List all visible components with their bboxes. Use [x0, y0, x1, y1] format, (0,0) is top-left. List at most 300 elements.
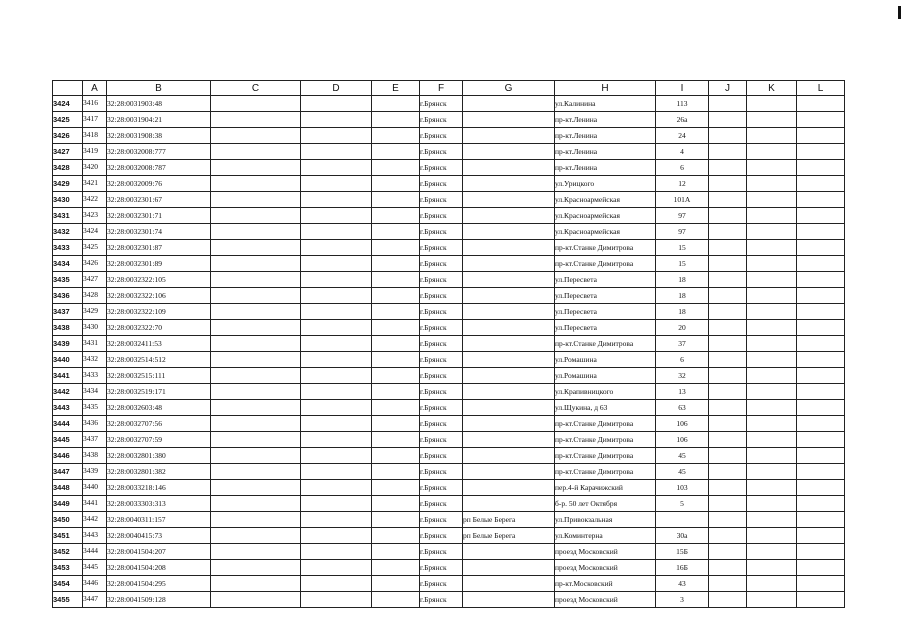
cell-i[interactable]: 15: [656, 240, 709, 256]
cell-b[interactable]: 32:28:0032301:71: [107, 208, 211, 224]
cell-f[interactable]: г.Брянск: [420, 512, 463, 528]
cell-e[interactable]: [372, 112, 420, 128]
cell-e[interactable]: [372, 304, 420, 320]
cell-g[interactable]: [463, 320, 555, 336]
cell-k[interactable]: [747, 368, 797, 384]
cell-b[interactable]: 32:28:0032707:59: [107, 432, 211, 448]
cell-b[interactable]: 32:28:0031903:48: [107, 96, 211, 112]
cell-l[interactable]: [797, 480, 845, 496]
cell-i[interactable]: 113: [656, 96, 709, 112]
cell-d[interactable]: [301, 384, 372, 400]
cell-d[interactable]: [301, 240, 372, 256]
column-header-h[interactable]: H: [555, 81, 656, 96]
cell-i[interactable]: 106: [656, 416, 709, 432]
cell-d[interactable]: [301, 96, 372, 112]
cell-i[interactable]: 63: [656, 400, 709, 416]
cell-f[interactable]: г.Брянск: [420, 400, 463, 416]
cell-i[interactable]: 16Б: [656, 560, 709, 576]
cell-k[interactable]: [747, 208, 797, 224]
cell-l[interactable]: [797, 192, 845, 208]
column-header-b[interactable]: B: [107, 81, 211, 96]
row-number-cell[interactable]: 3450: [53, 512, 83, 528]
cell-k[interactable]: [747, 240, 797, 256]
cell-h[interactable]: ул.Калинина: [555, 96, 656, 112]
cell-h[interactable]: проезд Московский: [555, 592, 656, 608]
cell-j[interactable]: [709, 416, 747, 432]
cell-d[interactable]: [301, 208, 372, 224]
cell-h[interactable]: пр-кт.Станке Димитрова: [555, 464, 656, 480]
cell-c[interactable]: [211, 384, 301, 400]
cell-g[interactable]: [463, 416, 555, 432]
cell-a[interactable]: 3421: [83, 176, 107, 192]
cell-l[interactable]: [797, 448, 845, 464]
cell-k[interactable]: [747, 512, 797, 528]
cell-a[interactable]: 3434: [83, 384, 107, 400]
cell-e[interactable]: [372, 240, 420, 256]
cell-b[interactable]: 32:28:0040415:73: [107, 528, 211, 544]
cell-g[interactable]: [463, 272, 555, 288]
cell-g[interactable]: [463, 256, 555, 272]
row-number-cell[interactable]: 3435: [53, 272, 83, 288]
column-header-k[interactable]: K: [747, 81, 797, 96]
row-number-cell[interactable]: 3434: [53, 256, 83, 272]
cell-h[interactable]: пр-кт.Ленина: [555, 112, 656, 128]
cell-k[interactable]: [747, 544, 797, 560]
cell-a[interactable]: 3432: [83, 352, 107, 368]
cell-h[interactable]: ул.Пересвета: [555, 304, 656, 320]
cell-i[interactable]: 37: [656, 336, 709, 352]
cell-b[interactable]: 32:28:0032707:56: [107, 416, 211, 432]
cell-b[interactable]: 32:28:0032301:87: [107, 240, 211, 256]
cell-a[interactable]: 3441: [83, 496, 107, 512]
cell-d[interactable]: [301, 448, 372, 464]
cell-e[interactable]: [372, 128, 420, 144]
row-number-cell[interactable]: 3453: [53, 560, 83, 576]
cell-d[interactable]: [301, 480, 372, 496]
cell-l[interactable]: [797, 224, 845, 240]
cell-f[interactable]: г.Брянск: [420, 336, 463, 352]
cell-a[interactable]: 3428: [83, 288, 107, 304]
cell-c[interactable]: [211, 432, 301, 448]
cell-b[interactable]: 32:28:0040311:157: [107, 512, 211, 528]
cell-e[interactable]: [372, 528, 420, 544]
cell-d[interactable]: [301, 144, 372, 160]
row-number-cell[interactable]: 3455: [53, 592, 83, 608]
cell-k[interactable]: [747, 432, 797, 448]
cell-g[interactable]: [463, 304, 555, 320]
cell-l[interactable]: [797, 496, 845, 512]
cell-k[interactable]: [747, 560, 797, 576]
cell-i[interactable]: 6: [656, 352, 709, 368]
row-number-cell[interactable]: 3436: [53, 288, 83, 304]
cell-k[interactable]: [747, 192, 797, 208]
cell-e[interactable]: [372, 144, 420, 160]
cell-k[interactable]: [747, 128, 797, 144]
cell-l[interactable]: [797, 352, 845, 368]
cell-f[interactable]: г.Брянск: [420, 352, 463, 368]
cell-i[interactable]: 5: [656, 496, 709, 512]
cell-e[interactable]: [372, 352, 420, 368]
cell-b[interactable]: 32:28:0032514:512: [107, 352, 211, 368]
row-number-cell[interactable]: 3441: [53, 368, 83, 384]
cell-h[interactable]: пер.4-й Карачижский: [555, 480, 656, 496]
cell-l[interactable]: [797, 528, 845, 544]
cell-c[interactable]: [211, 128, 301, 144]
cell-b[interactable]: 32:28:0032301:67: [107, 192, 211, 208]
cell-a[interactable]: 3443: [83, 528, 107, 544]
cell-d[interactable]: [301, 512, 372, 528]
cell-d[interactable]: [301, 224, 372, 240]
cell-j[interactable]: [709, 560, 747, 576]
cell-c[interactable]: [211, 160, 301, 176]
cell-a[interactable]: 3444: [83, 544, 107, 560]
cell-a[interactable]: 3429: [83, 304, 107, 320]
cell-b[interactable]: 32:28:0032322:106: [107, 288, 211, 304]
cell-g[interactable]: [463, 400, 555, 416]
cell-k[interactable]: [747, 464, 797, 480]
cell-h[interactable]: пр-кт.Станке Димитрова: [555, 256, 656, 272]
row-number-cell[interactable]: 3449: [53, 496, 83, 512]
cell-c[interactable]: [211, 112, 301, 128]
cell-i[interactable]: 45: [656, 448, 709, 464]
cell-f[interactable]: г.Брянск: [420, 464, 463, 480]
cell-e[interactable]: [372, 416, 420, 432]
cell-g[interactable]: [463, 144, 555, 160]
cell-c[interactable]: [211, 304, 301, 320]
cell-f[interactable]: г.Брянск: [420, 160, 463, 176]
cell-d[interactable]: [301, 256, 372, 272]
cell-a[interactable]: 3433: [83, 368, 107, 384]
cell-c[interactable]: [211, 576, 301, 592]
cell-i[interactable]: 6: [656, 160, 709, 176]
cell-c[interactable]: [211, 368, 301, 384]
cell-i[interactable]: 106: [656, 432, 709, 448]
cell-k[interactable]: [747, 352, 797, 368]
cell-g[interactable]: [463, 128, 555, 144]
cell-k[interactable]: [747, 336, 797, 352]
cell-g[interactable]: [463, 368, 555, 384]
cell-l[interactable]: [797, 432, 845, 448]
cell-f[interactable]: г.Брянск: [420, 128, 463, 144]
cell-e[interactable]: [372, 336, 420, 352]
cell-k[interactable]: [747, 256, 797, 272]
cell-l[interactable]: [797, 176, 845, 192]
cell-b[interactable]: 32:28:0032515:111: [107, 368, 211, 384]
cell-j[interactable]: [709, 496, 747, 512]
cell-h[interactable]: ул.Урицкого: [555, 176, 656, 192]
cell-f[interactable]: г.Брянск: [420, 288, 463, 304]
cell-e[interactable]: [372, 384, 420, 400]
cell-f[interactable]: г.Брянск: [420, 432, 463, 448]
cell-b[interactable]: 32:28:0031908:38: [107, 128, 211, 144]
cell-g[interactable]: [463, 176, 555, 192]
cell-j[interactable]: [709, 464, 747, 480]
cell-h[interactable]: пр-кт.Станке Димитрова: [555, 448, 656, 464]
cell-b[interactable]: 32:28:0032801:382: [107, 464, 211, 480]
cell-k[interactable]: [747, 528, 797, 544]
cell-i[interactable]: 4: [656, 144, 709, 160]
cell-j[interactable]: [709, 576, 747, 592]
cell-j[interactable]: [709, 400, 747, 416]
cell-b[interactable]: 32:28:0032008:777: [107, 144, 211, 160]
cell-k[interactable]: [747, 320, 797, 336]
cell-b[interactable]: 32:28:0032801:380: [107, 448, 211, 464]
cell-j[interactable]: [709, 480, 747, 496]
cell-f[interactable]: г.Брянск: [420, 272, 463, 288]
cell-f[interactable]: г.Брянск: [420, 528, 463, 544]
row-number-cell[interactable]: 3432: [53, 224, 83, 240]
cell-g[interactable]: [463, 240, 555, 256]
cell-d[interactable]: [301, 544, 372, 560]
row-number-cell[interactable]: 3452: [53, 544, 83, 560]
cell-d[interactable]: [301, 192, 372, 208]
cell-c[interactable]: [211, 208, 301, 224]
cell-l[interactable]: [797, 128, 845, 144]
cell-i[interactable]: 97: [656, 224, 709, 240]
cell-d[interactable]: [301, 592, 372, 608]
cell-i[interactable]: 30а: [656, 528, 709, 544]
cell-g[interactable]: [463, 112, 555, 128]
cell-d[interactable]: [301, 272, 372, 288]
cell-a[interactable]: 3419: [83, 144, 107, 160]
cell-f[interactable]: г.Брянск: [420, 496, 463, 512]
cell-c[interactable]: [211, 336, 301, 352]
cell-k[interactable]: [747, 416, 797, 432]
cell-h[interactable]: ул.Красноармейская: [555, 224, 656, 240]
cell-j[interactable]: [709, 176, 747, 192]
cell-g[interactable]: [463, 464, 555, 480]
cell-h[interactable]: пр-кт.Ленина: [555, 160, 656, 176]
cell-j[interactable]: [709, 240, 747, 256]
cell-c[interactable]: [211, 416, 301, 432]
cell-e[interactable]: [372, 96, 420, 112]
cell-g[interactable]: [463, 432, 555, 448]
cell-c[interactable]: [211, 320, 301, 336]
cell-c[interactable]: [211, 352, 301, 368]
cell-a[interactable]: 3442: [83, 512, 107, 528]
cell-h[interactable]: ул.Крапивницкого: [555, 384, 656, 400]
cell-f[interactable]: г.Брянск: [420, 592, 463, 608]
column-header-a[interactable]: A: [83, 81, 107, 96]
cell-j[interactable]: [709, 288, 747, 304]
column-header-j[interactable]: J: [709, 81, 747, 96]
cell-h[interactable]: пр-кт.Станке Димитрова: [555, 416, 656, 432]
cell-h[interactable]: пр-кт.Станке Димитрова: [555, 432, 656, 448]
cell-j[interactable]: [709, 304, 747, 320]
cell-a[interactable]: 3426: [83, 256, 107, 272]
cell-j[interactable]: [709, 528, 747, 544]
cell-i[interactable]: 12: [656, 176, 709, 192]
cell-b[interactable]: 32:28:0041504:207: [107, 544, 211, 560]
cell-b[interactable]: 32:28:0041504:208: [107, 560, 211, 576]
cell-f[interactable]: г.Брянск: [420, 176, 463, 192]
cell-f[interactable]: г.Брянск: [420, 304, 463, 320]
cell-f[interactable]: г.Брянск: [420, 480, 463, 496]
cell-f[interactable]: г.Брянск: [420, 448, 463, 464]
cell-d[interactable]: [301, 304, 372, 320]
cell-b[interactable]: 32:28:0032322:70: [107, 320, 211, 336]
cell-i[interactable]: 43: [656, 576, 709, 592]
cell-j[interactable]: [709, 160, 747, 176]
cell-d[interactable]: [301, 560, 372, 576]
cell-e[interactable]: [372, 432, 420, 448]
cell-l[interactable]: [797, 304, 845, 320]
cell-g[interactable]: [463, 448, 555, 464]
cell-g[interactable]: [463, 288, 555, 304]
cell-h[interactable]: пр-кт.Ленина: [555, 128, 656, 144]
cell-i[interactable]: 3: [656, 592, 709, 608]
cell-e[interactable]: [372, 256, 420, 272]
cell-g[interactable]: рп Белые Берега: [463, 528, 555, 544]
cell-d[interactable]: [301, 112, 372, 128]
column-header-d[interactable]: D: [301, 81, 372, 96]
cell-j[interactable]: [709, 448, 747, 464]
cell-f[interactable]: г.Брянск: [420, 96, 463, 112]
cell-k[interactable]: [747, 288, 797, 304]
cell-e[interactable]: [372, 272, 420, 288]
cell-a[interactable]: 3423: [83, 208, 107, 224]
cell-e[interactable]: [372, 224, 420, 240]
cell-c[interactable]: [211, 496, 301, 512]
cell-c[interactable]: [211, 240, 301, 256]
cell-l[interactable]: [797, 464, 845, 480]
cell-l[interactable]: [797, 144, 845, 160]
cell-b[interactable]: 32:28:0032301:74: [107, 224, 211, 240]
cell-l[interactable]: [797, 96, 845, 112]
cell-l[interactable]: [797, 320, 845, 336]
cell-c[interactable]: [211, 272, 301, 288]
cell-c[interactable]: [211, 512, 301, 528]
cell-f[interactable]: г.Брянск: [420, 192, 463, 208]
cell-h[interactable]: ул.Пересвета: [555, 320, 656, 336]
cell-l[interactable]: [797, 208, 845, 224]
cell-c[interactable]: [211, 256, 301, 272]
cell-e[interactable]: [372, 368, 420, 384]
cell-k[interactable]: [747, 576, 797, 592]
cell-k[interactable]: [747, 112, 797, 128]
cell-e[interactable]: [372, 464, 420, 480]
cell-j[interactable]: [709, 432, 747, 448]
cell-a[interactable]: 3424: [83, 224, 107, 240]
row-number-cell[interactable]: 3438: [53, 320, 83, 336]
cell-j[interactable]: [709, 352, 747, 368]
cell-d[interactable]: [301, 176, 372, 192]
cell-a[interactable]: 3431: [83, 336, 107, 352]
cell-b[interactable]: 32:28:0032301:89: [107, 256, 211, 272]
cell-a[interactable]: 3422: [83, 192, 107, 208]
cell-k[interactable]: [747, 384, 797, 400]
cell-h[interactable]: ул.Щукина, д 63: [555, 400, 656, 416]
cell-d[interactable]: [301, 160, 372, 176]
cell-k[interactable]: [747, 176, 797, 192]
cell-c[interactable]: [211, 544, 301, 560]
cell-h[interactable]: ул.Красноармейская: [555, 208, 656, 224]
cell-l[interactable]: [797, 512, 845, 528]
cell-h[interactable]: ул.Ромашина: [555, 368, 656, 384]
cell-a[interactable]: 3439: [83, 464, 107, 480]
cell-j[interactable]: [709, 256, 747, 272]
cell-l[interactable]: [797, 336, 845, 352]
cell-i[interactable]: 26а: [656, 112, 709, 128]
cell-b[interactable]: 32:28:0032411:53: [107, 336, 211, 352]
cell-f[interactable]: г.Брянск: [420, 384, 463, 400]
row-number-cell[interactable]: 3444: [53, 416, 83, 432]
cell-d[interactable]: [301, 400, 372, 416]
cell-l[interactable]: [797, 560, 845, 576]
cell-d[interactable]: [301, 320, 372, 336]
cell-i[interactable]: 45: [656, 464, 709, 480]
cell-e[interactable]: [372, 560, 420, 576]
cell-g[interactable]: [463, 576, 555, 592]
cell-e[interactable]: [372, 320, 420, 336]
cell-g[interactable]: [463, 224, 555, 240]
cell-f[interactable]: г.Брянск: [420, 256, 463, 272]
cell-l[interactable]: [797, 272, 845, 288]
cell-c[interactable]: [211, 176, 301, 192]
cell-c[interactable]: [211, 288, 301, 304]
row-number-cell[interactable]: 3454: [53, 576, 83, 592]
cell-e[interactable]: [372, 480, 420, 496]
row-number-cell[interactable]: 3433: [53, 240, 83, 256]
cell-l[interactable]: [797, 160, 845, 176]
row-number-cell[interactable]: 3443: [53, 400, 83, 416]
cell-i[interactable]: 15Б: [656, 544, 709, 560]
cell-j[interactable]: [709, 320, 747, 336]
cell-i[interactable]: 97: [656, 208, 709, 224]
cell-f[interactable]: г.Брянск: [420, 576, 463, 592]
cell-c[interactable]: [211, 560, 301, 576]
cell-j[interactable]: [709, 512, 747, 528]
cell-d[interactable]: [301, 368, 372, 384]
row-number-cell[interactable]: 3428: [53, 160, 83, 176]
cell-k[interactable]: [747, 480, 797, 496]
cell-g[interactable]: [463, 560, 555, 576]
cell-j[interactable]: [709, 368, 747, 384]
cell-l[interactable]: [797, 416, 845, 432]
cell-l[interactable]: [797, 288, 845, 304]
cell-h[interactable]: ул.Ромашина: [555, 352, 656, 368]
cell-d[interactable]: [301, 528, 372, 544]
cell-b[interactable]: 32:28:0032322:109: [107, 304, 211, 320]
cell-b[interactable]: 32:28:0033218:146: [107, 480, 211, 496]
cell-i[interactable]: 20: [656, 320, 709, 336]
cell-g[interactable]: рп Белые Берега: [463, 512, 555, 528]
column-header-l[interactable]: L: [797, 81, 845, 96]
cell-g[interactable]: [463, 544, 555, 560]
cell-h[interactable]: пр-кт.Московский: [555, 576, 656, 592]
cell-a[interactable]: 3437: [83, 432, 107, 448]
cell-a[interactable]: 3446: [83, 576, 107, 592]
cell-e[interactable]: [372, 496, 420, 512]
cell-i[interactable]: 15: [656, 256, 709, 272]
column-header-f[interactable]: F: [420, 81, 463, 96]
cell-i[interactable]: 103: [656, 480, 709, 496]
cell-d[interactable]: [301, 416, 372, 432]
cell-i[interactable]: 13: [656, 384, 709, 400]
cell-h[interactable]: проезд Московский: [555, 560, 656, 576]
cell-b[interactable]: 32:28:0032519:171: [107, 384, 211, 400]
cell-f[interactable]: г.Брянск: [420, 560, 463, 576]
cell-f[interactable]: г.Брянск: [420, 368, 463, 384]
cell-j[interactable]: [709, 112, 747, 128]
cell-g[interactable]: [463, 592, 555, 608]
cell-k[interactable]: [747, 96, 797, 112]
cell-f[interactable]: г.Брянск: [420, 544, 463, 560]
row-number-cell[interactable]: 3424: [53, 96, 83, 112]
cell-a[interactable]: 3427: [83, 272, 107, 288]
cell-f[interactable]: г.Брянск: [420, 240, 463, 256]
column-header-g[interactable]: G: [463, 81, 555, 96]
